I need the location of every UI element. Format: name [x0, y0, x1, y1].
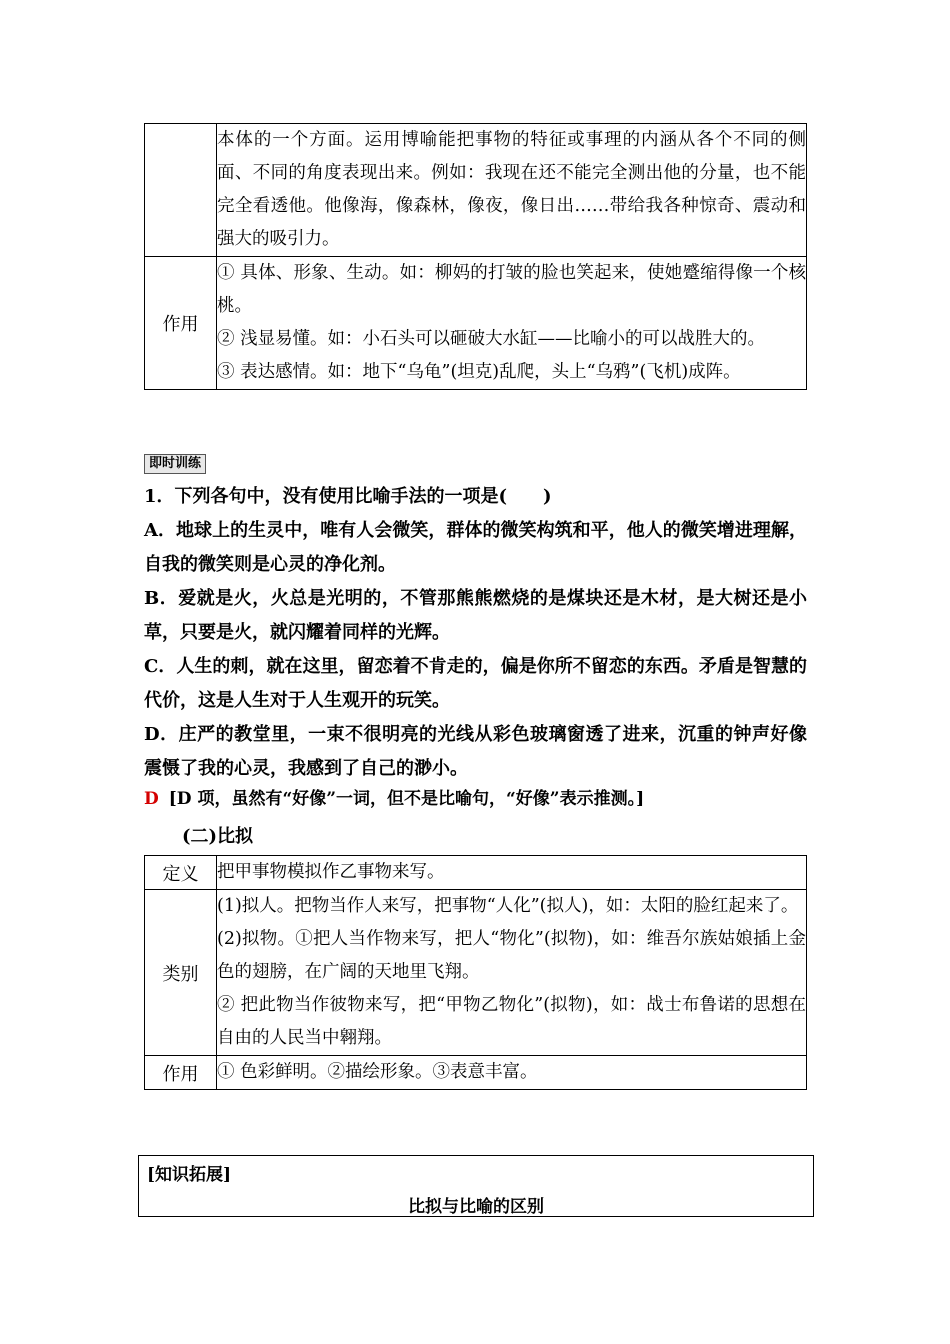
function-list: [217, 257, 807, 390]
function-text: ① 色彩鲜明。②描绘形象。③表意丰富。: [217, 1056, 807, 1090]
answer-line: [144, 786, 644, 812]
option-d: D．庄严的教堂里，一束不很明亮的光线从彩色玻璃窗透了进来，沉重的钟声好像震慑了我的心灵，我感到了自己的渺小。: [144, 724, 807, 779]
table-row: [145, 1056, 807, 1090]
option-c: C．人生的刺，就在这里，留恋着不肯走的，偏是你所不留恋的东西。矛盾是智慧的代价，这是人生对于人生观开的玩笑。: [144, 656, 807, 711]
function-item-1: ① 具体、形象、生动。如：柳妈的打皱的脸也笑起来，使她蹙缩得像一个核桃。: [217, 263, 806, 316]
table-row: [145, 890, 807, 1056]
knowledge-subtitle: 比拟与比喻的区别: [408, 1197, 544, 1217]
table-row: [145, 856, 807, 890]
question-stem: 1．下列各句中，没有使用比喻手法的一项是( ): [144, 486, 552, 507]
function-item-3: ③ 表达感情。如：地下“乌龟”(坦克)乱爬，头上“乌鸦”(飞机)成阵。: [217, 362, 741, 382]
category-list: [217, 890, 807, 1056]
category-item-3: ② 把此物当作彼物来写，把“甲物乙物化”(拟物)，如：战士布鲁诺的思想在自由的人民当中翱翔。: [217, 995, 806, 1048]
table-row: [145, 257, 807, 390]
question-options: [144, 514, 807, 786]
category-label: 类别: [145, 890, 217, 1056]
personification-table: [144, 855, 807, 1090]
answer-explanation: [D 项，虽然有“好像”一词，但不是比喻句，“好像”表示推测。]: [168, 789, 645, 809]
definition-text: 把甲事物模拟作乙事物来写。: [217, 856, 807, 890]
metaphor-table: [144, 123, 807, 390]
bo-yu-description: [217, 124, 807, 257]
knowledge-extension-box: [138, 1155, 814, 1217]
description-text: 本体的一个方面。运用博喻能把事物的特征或事理的内涵从各个不同的侧面、不同的角度表现出来。例如：我现在还不能完全测出他的分量，也不能完全看透他。他像海，像森林，像夜，像日出……带给我各种惊奇、震动和强大的吸引力。: [217, 130, 806, 249]
function-label: 作用: [145, 1056, 217, 1090]
option-a: A．地球上的生灵中，唯有人会微笑，群体的微笑构筑和平，他人的微笑增进理解，自我的微笑则是心灵的净化剂。: [144, 520, 807, 575]
definition-label: 定义: [145, 856, 217, 890]
practice-tag: 即时训练: [144, 454, 206, 474]
knowledge-title: [知识拓展]: [147, 1165, 232, 1185]
option-b: B．爱就是火，火总是光明的，不管那熊熊燃烧的是煤块还是木材，是大树还是小草，只要是火，就闪耀着同样的光辉。: [144, 588, 807, 643]
answer-letter: D: [144, 789, 159, 809]
row-label-empty: [145, 124, 217, 257]
table-row: [145, 124, 807, 257]
function-item-2: ② 浅显易懂。如：小石头可以砸破大水缸——比喻小的可以战胜大的。: [217, 329, 766, 349]
category-item-1: (1)拟人。把物当作人来写，把事物“人化”(拟人)，如：太阳的脸红起来了。: [217, 896, 799, 916]
row-label-function: 作用: [145, 257, 217, 390]
section-title: (二)比拟: [182, 826, 254, 847]
category-item-2: (2)拟物。①把人当作物来写，把人“物化”(拟物)，如：维吾尔族姑娘插上金色的翅膀，在广阔的天地里飞翔。: [217, 929, 806, 982]
